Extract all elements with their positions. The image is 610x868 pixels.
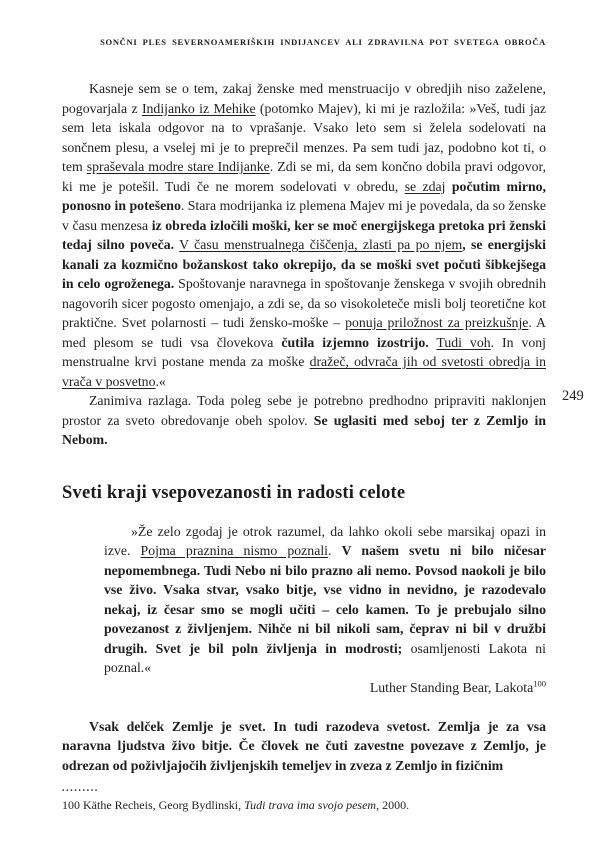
footnote-authors: Käthe Recheis, Georg Bydlinski, bbox=[80, 798, 245, 812]
footnote-reference-marker: 100 bbox=[533, 677, 546, 688]
running-header: SONČNI PLES SEVERNOAMERIŠKIH INDIJANCEV ALI ZDRAVILNA POT SVETEGA OBROČA bbox=[100, 37, 546, 47]
footnote-area bbox=[62, 784, 546, 813]
block-quote bbox=[104, 522, 546, 698]
attribution-name: Luther Standing Bear, Lakota bbox=[369, 679, 534, 695]
footnote bbox=[62, 797, 546, 813]
paragraph-conclusion: Zanimiva razlaga. Toda poleg sebe je potrebno predhodno pripraviti naklonjen prostor za sveto obredovanje obeh spolov. Se uglasiti med seboj ter z Zemljo in Nebom. bbox=[62, 393, 546, 447]
quote-text: »Že zelo zgodaj je otrok razumel, da lahko okoli sebe marsikaj opazi in izve. Pojma praznina nismo poznali. V našem svetu ni bilo ničesar nepomembnega. Tudi Nebo ni bilo prazno ali nemo. Povsod naokoli je bilo vse živo. Vsaka stvar, vsako bitje, vse vidno in nevidno, je razodevalo nekaj, iz česar smo se mogli učiti – celo kamen. To je prebujalo silno povezanost z življenjem. Nihče ni bil nikoli sam, čeprav ni bil v družbi drugih. Svet je bil poln življenja in modrosti; osamljenosti Lakota ni poznal.« bbox=[104, 523, 546, 675]
paragraph-menstruation-story: Kasneje sem se o tem, zakaj ženske med menstruacijo v obredjih niso zaželene, pogovarjala z Indijanko iz Mehike (potomko Majev), ki mi je razložila: »Veš, tudi jaz sem leta iskala odgovor na to vprašanje. Vsako leto sem si želela sodelovati na sončnem plesu, a vselej mi je to preprečil menzes. Pa sem tudi jaz, podobno kot ti, o tem spraševala modre stare Indijanke. Zdi se mi, da sem končno dobila pravi odgovor, ki me je potešil. Tudi če ne morem sodelovati v obredu, se zdaj počutim mirno, ponosno in potešeno. Stara modrijanka iz plemena Majev mi je povedala, da so ženske v času menzesa iz obreda izločili moški, ker se moč energijskega pretoka pri ženski tedaj silno poveča. V času menstrualnega čiščenja, zlasti pa po njem, se energijski kanali za kozmično božanskost tako okrepijo, da se moški svet počuti šibkejšega in celo ogroženega. Spoštovanje naravnega in spoštovanje ženskega v svojih obrednih nagovorih sicer pogosto omenjajo, a zdi se, da so visokoleteče misli bolj teoretične kot praktične. Svet polarnosti – tudi žensko-moške – ponuja priložnost za preizkušnje. A med plesom se tudi vsa človekova čutila izjemno izostrijo. Tudi voh. In vonj menstrualne krvi postane menda za moške dražeč, odvrača jih od svetosti obredja in vrača v posvetno.« bbox=[62, 81, 547, 389]
page-number: 249 bbox=[562, 388, 584, 404]
quote-attribution bbox=[104, 678, 546, 698]
footnote-divider: ......... bbox=[62, 783, 99, 794]
footnote-year: , 2000. bbox=[376, 798, 410, 812]
footnote-number: 100 bbox=[62, 798, 80, 812]
text-column bbox=[62, 79, 546, 813]
footnote-book-title: Tudi trava ima svojo pesem bbox=[244, 798, 377, 812]
paragraph-earth-sacred: Vsak delček Zemlje je svet. In tudi razodeva svetost. Zemlja je za vsa naravna ljudstva živo bitje. Če človek ne čuti zavestne povezave z Zemljo, je odrezan od poživljajočih življenjskih temeljev in zveza z Zemljo in fizičnim bbox=[62, 718, 546, 773]
section-heading: Sveti kraji vsepovezanosti in radosti celote bbox=[62, 482, 406, 503]
